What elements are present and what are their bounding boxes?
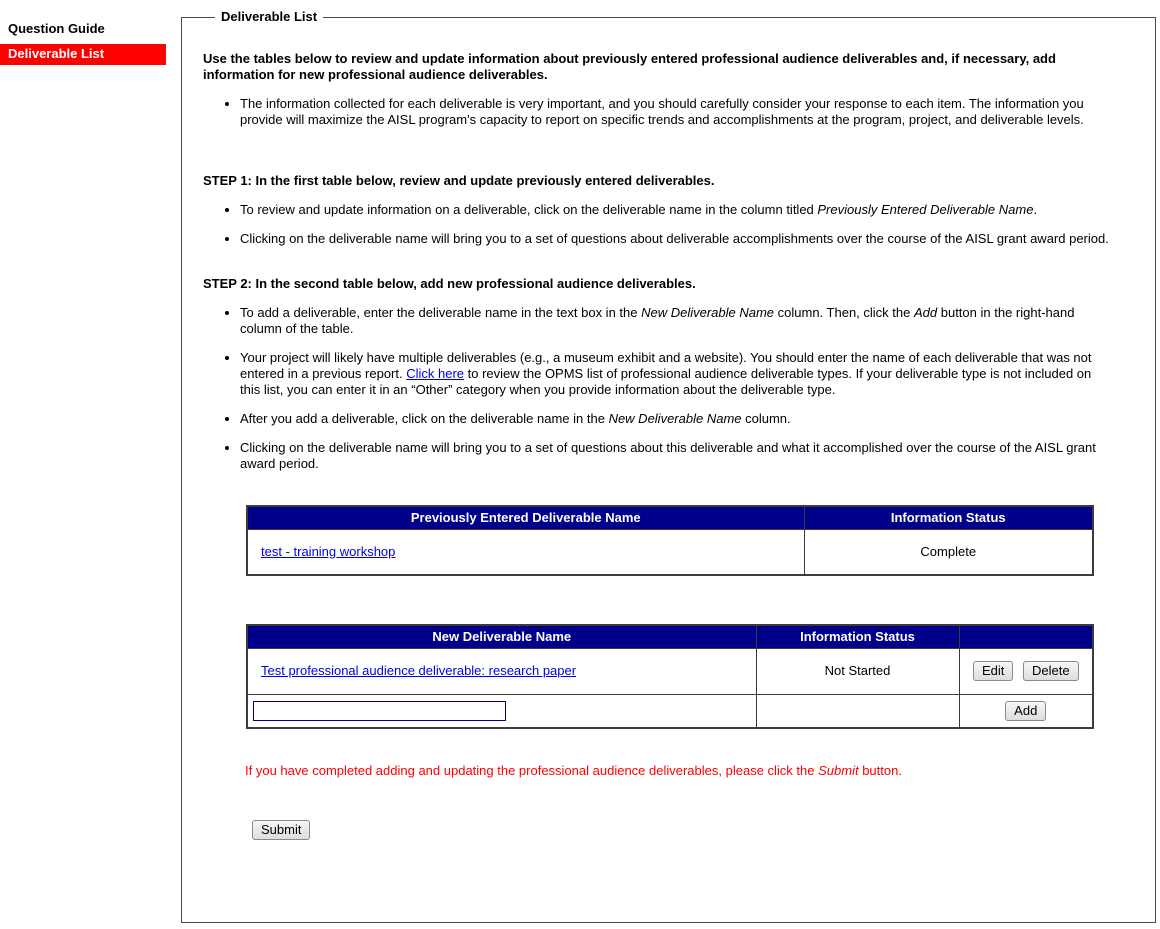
table-row: [247, 529, 1093, 575]
add-button[interactable]: Add: [1005, 701, 1046, 721]
intro-bullet-list: [203, 96, 1115, 128]
step2-bullet-2: [240, 350, 1115, 398]
new-deliverables-table: [246, 624, 1094, 729]
note-pre: If you have completed adding and updating the professional audience deliverables, please click the: [245, 763, 819, 778]
click-here-link[interactable]: Click here: [406, 366, 465, 381]
note-post: button.: [858, 763, 902, 778]
new-deliverable-name-input[interactable]: [253, 701, 506, 721]
status-value: Complete: [804, 529, 1093, 575]
step2-bullet-4: • Clicking on the deliverable name will bring you to a set of questions about this deliverable and what it accomplished over the course of the AISL grant award period.: [240, 440, 1115, 472]
note-italic: Submit: [818, 763, 859, 778]
deliverable-list-panel: [181, 9, 1156, 923]
table-header-row: [247, 506, 1093, 529]
step2-bullet-3: [240, 411, 1115, 427]
step1-bullet-1: [240, 202, 1115, 218]
status-value: Not Started: [756, 648, 959, 694]
intro-bullet: • The information collected for each deliverable is very important, and you should carefully consider your response to each item. The information you provide will maximize the AISL program's capacity to report on specific trends and accomplishments at the program, project, and deliverable levels.: [240, 96, 1115, 128]
step2-bullet-list: [203, 305, 1115, 472]
question-guide-sidebar: [0, 0, 181, 65]
table-header-row: [247, 625, 1093, 648]
col-information-status: Information Status: [756, 625, 959, 648]
step1-bullet-list: [203, 202, 1115, 247]
step2-b2-post: to review the OPMS list of professional audience deliverable types. If your deliverable type is not included on this list, you can enter it in an “Other” category when you provide information about the deliverable type.: [240, 366, 1092, 397]
intro-paragraph: Use the tables below to review and update information about previously entered professional audience deliverables and, if necessary, add information for new professional audience deliverables.: [203, 51, 1056, 82]
step1-b1-post: .: [1033, 202, 1038, 217]
step2-b3-post: column.: [741, 411, 791, 426]
step2-bullet-1: [240, 305, 1115, 337]
new-deliverable-link[interactable]: Test professional audience deliverable: research paper: [261, 663, 577, 678]
step2-b3-pre: After you add a deliverable, click on the deliverable name in the: [240, 411, 609, 426]
step2-b1-mid: column. Then, click the: [774, 305, 914, 320]
col-information-status: Information Status: [804, 506, 1093, 529]
step2-b3-italic: New Deliverable Name: [608, 411, 742, 426]
panel-legend: Deliverable List: [221, 9, 318, 24]
step2-b1-pre: To add a deliverable, enter the deliverable name in the text box in the: [240, 305, 642, 320]
step1-b1-pre: To review and update information on a deliverable, click on the deliverable name in the column titled: [240, 202, 818, 217]
submit-instruction: [245, 763, 1115, 779]
step1-bullet-2: • Clicking on the deliverable name will bring you to a set of questions about deliverable accomplishments over the course of the AISL grant award period.: [240, 231, 1115, 247]
table-row: [247, 648, 1093, 694]
sidebar-item-deliverable-list[interactable]: Deliverable List: [0, 44, 166, 65]
step2-b1-italic1: New Deliverable Name: [641, 305, 775, 320]
step1-heading: STEP 1: In the first table below, review and update previously entered deliverables.: [203, 173, 715, 188]
step2-b2-pre: Your project will likely have multiple deliverables (e.g., a museum exhibit and a website). You should enter the name of each deliverable that was not entered in a previous report.: [240, 350, 1092, 381]
sidebar-heading: Question Guide: [8, 21, 105, 36]
step2-b1-post: button in the right-hand column of the table.: [240, 305, 1075, 336]
edit-button[interactable]: Edit: [973, 661, 1013, 681]
step2-b1-italic2: Add: [913, 305, 938, 320]
col-actions: [959, 625, 1093, 648]
submit-button[interactable]: Submit: [252, 820, 310, 840]
delete-button[interactable]: Delete: [1023, 661, 1079, 681]
previous-deliverable-link[interactable]: test - training workshop: [261, 543, 396, 559]
add-deliverable-row: [247, 694, 1093, 728]
step1-b1-italic: Previously Entered Deliverable Name: [817, 202, 1034, 217]
previous-deliverables-table: [246, 505, 1094, 576]
step2-heading: STEP 2: In the second table below, add new professional audience deliverables.: [203, 276, 696, 291]
col-previously-entered-deliverable-name: Previously Entered Deliverable Name: [247, 506, 804, 529]
col-new-deliverable-name: New Deliverable Name: [247, 625, 756, 648]
